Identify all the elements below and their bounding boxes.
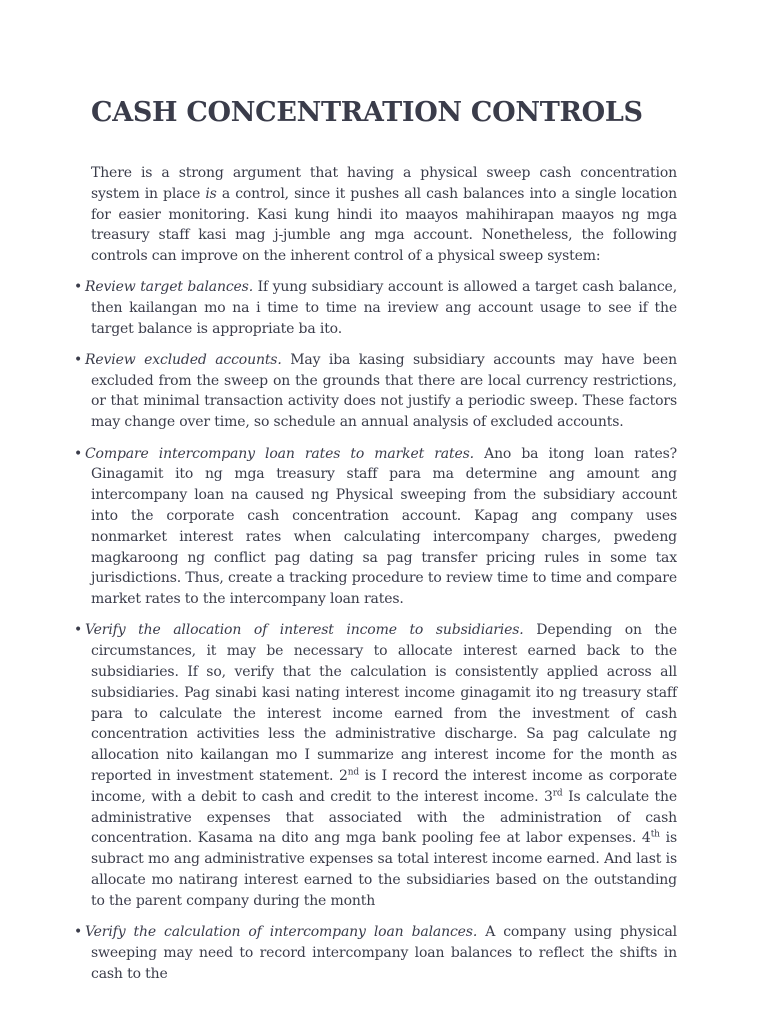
- list-item: [74, 922, 677, 984]
- list-item-lead: Verify the allocation of interest income to subsidiaries.: [85, 622, 524, 639]
- list-item-lead: Review excluded accounts.: [85, 351, 282, 368]
- intro-text-part1: There is a strong argument that having a physical sweep cash concentration system in place: [91, 165, 677, 202]
- list-item-lead: Verify the calculation of intercompany loan balances.: [85, 924, 478, 941]
- ordinal-suffix: th: [650, 829, 660, 840]
- bullet-icon: •: [74, 351, 83, 368]
- list-item: [74, 277, 677, 339]
- intro-italic-word: is: [205, 185, 217, 202]
- list-item-text: is I record the interest income as corporate income, with a debit to cash and credit to the interest income. 3: [91, 768, 678, 805]
- list-item: [74, 350, 677, 433]
- document-body: [74, 163, 678, 995]
- list-item: [74, 620, 678, 911]
- bullet-icon: •: [74, 924, 83, 941]
- ordinal-suffix: nd: [347, 767, 359, 778]
- list-item-text: A company using physical sweeping may need to record intercompany loan balances to reflect the shifts in cash to the: [91, 924, 677, 982]
- ordinal-suffix: rd: [552, 788, 563, 799]
- list-item-text: is subract mo ang administrative expenses sa total interest income earned. And last is allocate mo natirang interest earned to the subsidiaries based on the outstanding to the parent company during the month: [91, 830, 677, 909]
- list-item-text: Is calculate the administrative expenses that associated with the administration of cash concentration. Kasama na dito ang mga bank pooling fee at labor expenses. 4: [91, 788, 677, 847]
- bullet-icon: •: [74, 278, 83, 295]
- controls-list: [74, 277, 678, 985]
- list-item-lead: Review target balances.: [85, 278, 253, 295]
- list-item: [74, 444, 677, 610]
- list-item-lead: Compare intercompany loan rates to market rates.: [85, 445, 474, 462]
- list-item-text: May iba kasing subsidiary accounts may have been excluded from the sweep on the grounds that there are local currency restrictions, or that minimal transaction activity does not justify a periodic sweep. These factors may change over time, so schedule an annual analysis of excluded accounts.: [91, 351, 677, 431]
- page-title: CASH CONCENTRATION CONTROLS: [91, 97, 643, 128]
- list-item-text: If yung subsidiary account is allowed a target cash balance, then kailangan mo na i time to time na ireview ang account usage to see if the target balance is appropriate ba ito.: [91, 278, 677, 337]
- list-item-text: Depending on the circumstances, it may be necessary to allocate interest earned back to the subsidiaries. If so, verify that the calculation is consistently applied across all subsidiaries. Pag sinabi kasi nating interest income ginagamit ito ng treasury staff para to calculate the interest income earned from the investment of cash concentration activities less the administrative discharge. Sa pag calculate ng allocation nito kailangan mo I summarize ang interest income for the month as reported in investment statement. 2: [91, 622, 677, 785]
- bullet-icon: •: [74, 622, 83, 639]
- intro-text-part2: a control, since it pushes all cash balances into a single location for easier monitoring. Kasi kung hindi ito maayos mahihirapan maayos ng mga treasury staff kasi mag j-jumble ang mga account. Nonetheless, the following controls can improve on the inherent control of a physical sweep system:: [91, 185, 677, 265]
- bullet-icon: •: [74, 445, 83, 462]
- list-item-text: Ano ba itong loan rates? Ginagamit ito ng mga treasury staff para ma determine ang amount ang intercompany loan na caused ng Physical sweeping from the subsidiary account into the corporate cash concentration account. Kapag ang company uses nonmarket interest rates when calculating intercompany charges, pwedeng magkaroong ng conflict pag dating sa pag transfer pricing rules in some tax jurisdictions. Thus, create a tracking procedure to review time to time and compare market rates to the intercompany loan rates.: [91, 445, 677, 608]
- intro-paragraph: [91, 163, 677, 267]
